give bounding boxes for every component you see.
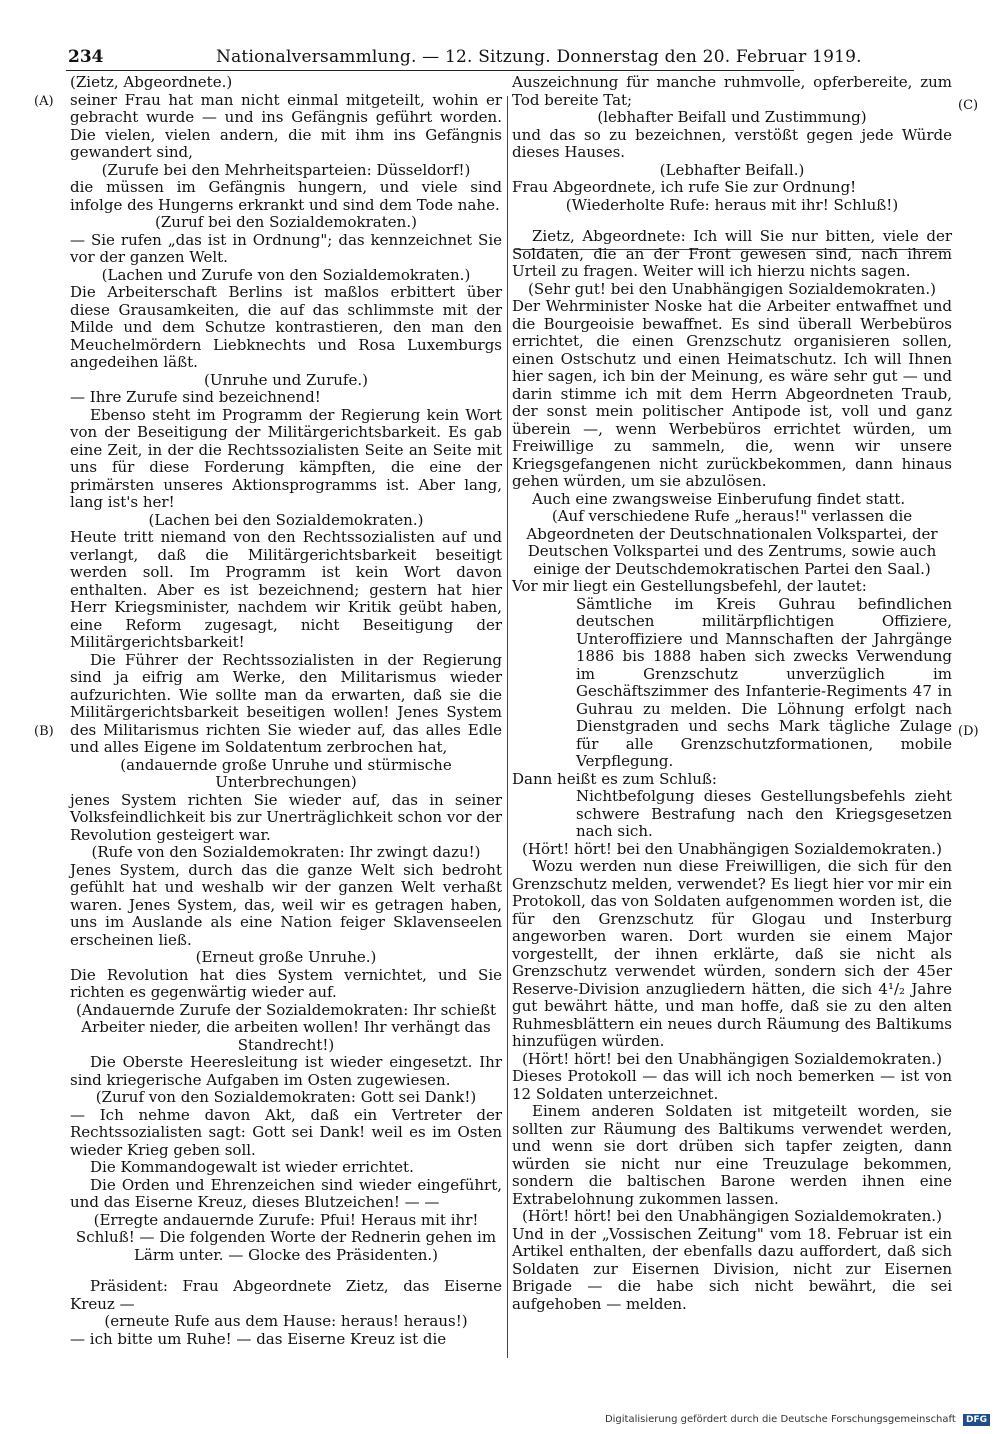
footer-text: Digitalisierung gefördert durch die Deutsche Forschungsgemeinschaft — [604, 1414, 956, 1425]
interjection: (Wiederholte Rufe: heraus mit ihr! Schluß!) — [565, 195, 899, 214]
paragraph: Dann heißt es zum Schluß: — [512, 769, 717, 788]
right-column — [512, 74, 952, 1313]
interjection: (Zuruf von den Sozialdemokraten: Gott sei Dank!) — [95, 1088, 477, 1106]
paragraph: — Ihre Zurufe sind bezeichnend! — [70, 388, 321, 406]
paragraph: jenes System richten Sie wieder auf, das in seiner Volksfeindlichkeit bis zur Unerträglichkeit schon vor der Revolution gesteigert war. — [70, 790, 502, 844]
paragraph: Ebenso steht im Programm der Regierung kein Wort von der Beseitigung der Militärgerichtsbarkeit. Es gab eine Zeit, in der die Rechtssozialisten Seite an Seite mit uns für diese Forderung kämpften, die eine der primärsten unseres Aktionsprogramms ist. Aber lang, lang ist's her! — [70, 405, 502, 511]
paragraph: Einem anderen Soldaten ist mitgeteilt worden, sie sollten zur Räumung des Baltikums verwendet werden, und wenn sie dort drüben sich tapfer zeigten, dann würden sie nicht nur eine Treuzulage bekommen, sondern die baltischen Barone werden ihnen eine Extrabelohnung zukommen lassen. — [512, 1102, 952, 1208]
paragraph: Die Orden und Ehrenzeichen sind wieder eingeführt, und das Eiserne Kreuz, dieses Blutzeichen! — — — [70, 1175, 502, 1211]
paragraph: Jenes System, durch das die ganze Welt sich bedroht gefühlt hat und weshalb wir der ganzen Welt verhaßt waren. Jenes System, das, weil wir es getragen haben, uns im Auslande als eine Nation feiger Sklavenseelen erscheinen ließ. — [70, 860, 502, 949]
paragraph: Und in der „Vossischen Zeitung" vom 18. Februar ist ein Artikel enthalten, der ebenfalls dazu auffordert, daß sich Soldaten zur Eisernen Division, nicht zur Eisernen Brigade — die habe sich nicht bewährt, die sei aufgehoben — melden. — [512, 1224, 952, 1313]
running-title: Nationalversammlung. — 12. Sitzung. Donnerstag den 20. Februar 1919. — [216, 47, 862, 67]
president-speech: Präsident: Frau Abgeordnete Zietz, das Eiserne Kreuz — — [70, 1277, 502, 1313]
paragraph: Auch eine zwangsweise Einberufung findet statt. — [532, 489, 906, 508]
paragraph: — Sie rufen „das ist in Ordnung"; das kennzeichnet Sie vor der ganzen Welt. — [70, 230, 502, 266]
paragraph: Dieses Protokoll — das will ich noch bemerken — ist von 12 Soldaten unterzeichnet. — [512, 1067, 952, 1103]
dfg-logo: DFG — [963, 1414, 990, 1426]
speaker-running-head: (Zietz, Abgeordnete.) — [70, 73, 233, 91]
margin-mark-b: (B) — [34, 724, 54, 739]
paragraph: Wozu werden nun diese Freiwilligen, die sich für den Grenzschutz melden, verwendet? Es liegt hier vor mir ein Protokoll, das von Soldaten aufgenommen worden ist, die für den Grenzschutz für Glogau und Insterburg angeworben waren. Dort wurden sie einem Major vorgestellt, der ihnen erklärte, daß sie nicht als Grenzschutz verwendet würden, sondern sich der 45er Reserve-Division anzugliedern hätten, die sich 4¹/₂ Jahre gut bewährt hätte, und man hoffe, daß sie zu den alten Ruhmesblättern ein neues durch Räumung des Baltikums hinzufügen würden. — [512, 857, 952, 1050]
speaker-speech: Zietz, Abgeordnete: Ich will Sie nur bitten, viele der Soldaten, die an der Front gewesen sind, nach ihrem Urteil zu fragen. Weiter will ich hierzu nichts sagen. — [512, 227, 952, 280]
paragraph: Die Oberste Heeresleitung ist wieder eingesetzt. Ihr sind kriegerische Aufgaben im Osten zugewiesen. — [70, 1053, 502, 1089]
paragraph: Die Führer der Rechtssozialisten in der Regierung sind ja eifrig am Werke, den Militarismus wieder aufzurichten. Wie sollte man da erwarten, daß sie die Militärgerichtsbarkeit beseitigen wollen! Jenes System des Militarismus richten Sie wieder auf, das alles Edle und alles Eigene im Soldatentum zerbrochen hat, — [70, 650, 502, 756]
interjection: (Zuruf bei den Sozialdemokraten.) — [155, 213, 417, 231]
margin-mark-a: (A) — [34, 94, 54, 109]
paragraph: seiner Frau hat man nicht einmal mitgeteilt, wohin er gebracht wurde — und ins Gefängnis geführt worden. Die vielen, vielen andern, die mit ihm ins Gefängnis gewandert sind, — [70, 90, 502, 161]
margin-mark-c: (C) — [958, 98, 979, 113]
paragraph: Auszeichnung für manche ruhmvolle, opferbereite, zum Tod bereite Tat; — [512, 73, 952, 109]
paragraph: Die Kommandogewalt ist wieder errichtet. — [90, 1158, 414, 1176]
quoted-order: Nichtbefolgung dieses Gestellungsbefehls zieht schwere Bestrafung nach den Kriegsgesetzen nach sich. — [576, 787, 952, 840]
paragraph: — ich bitte um Ruhe! — das Eiserne Kreuz ist die — [70, 1329, 447, 1348]
paragraph: die müssen im Gefängnis hungern, und viele sind infolge des Hungerns erkrankt und sind dem Tode nahe. — [70, 178, 502, 214]
page-header — [66, 44, 862, 71]
interjection: (Auf verschiedene Rufe „heraus!" verlassen die Abgeordneten der Deutschnationalen Volkspartei, der Deutschen Volkspartei und des Zentrums, sowie auch einige der Deutschdemokratischen Partei den Saal.) — [526, 507, 938, 578]
interjection: (Erregte andauernde Zurufe: Pfui! Heraus mit ihr! Schluß! — Die folgenden Worte der Rednerin gehen im Lärm unter. — Glocke des Präsidenten.) — [75, 1210, 497, 1264]
interjection: (Andauernde Zurufe der Sozialdemokraten: Ihr schießt Arbeiter nieder, die arbeiten wollen! Ihr verhängt das Standrecht!) — [75, 1000, 497, 1054]
paragraph: — Ich nehme davon Akt, daß ein Vertreter der Rechtssozialisten sagt: Gott sei Dank! weil es im Osten wieder Krieg geben soll. — [70, 1105, 502, 1159]
column-divider — [507, 96, 508, 1358]
left-column — [70, 74, 502, 1348]
quoted-order: Sämtliche im Kreis Guhrau befindlichen deutschen militärpflichtigen Offiziere, Unteroffiziere und Mannschaften der Jahrgänge 1886 bis 1888 haben sich zwecks Verwendung im Grenzschutz unverzüglich im Geschäftszimmer des Infanterie-Regiments 47 in Guhrau zu melden. Die Löhnung erfolgt nach Dienstgraden und sechs Mark tägliche Zulage für alle Grenzschutzformationen, mobile Verpflegung. — [576, 594, 952, 770]
interjection: (Hört! hört! bei den Unabhängigen Sozialdemokraten.) — [522, 1049, 942, 1068]
interjection: (Sehr gut! bei den Unabhängigen Sozialdemokraten.) — [528, 279, 936, 298]
interjection: (andauernde große Unruhe und stürmische Unterbrechungen) — [120, 755, 452, 791]
interjection: (Lachen bei den Sozialdemokraten.) — [148, 510, 424, 529]
interjection: (Unruhe und Zurufe.) — [204, 370, 368, 389]
interjection: (Lachen und Zurufe von den Sozialdemokraten.) — [101, 265, 471, 284]
paragraph: Vor mir liegt ein Gestellungsbefehl, der lautet: — [512, 577, 867, 595]
interjection: (Zurufe bei den Mehrheitsparteien: Düsseldorf!) — [101, 160, 471, 179]
paragraph: Die Arbeiterschaft Berlins ist maßlos erbittert über diese Grausamkeiten, die auf das schlimmste mit der Milde und dem Schutze kontrastieren, den man den Meuchelmördern Liebknechts und Rosa Luxemburgs angedeihen läßt. — [70, 283, 502, 371]
interjection: (erneute Rufe aus dem Hause: heraus! heraus!) — [104, 1312, 468, 1330]
interjection: (Rufe von den Sozialdemokraten: Ihr zwingt dazu!) — [91, 843, 481, 861]
paragraph: Die Revolution hat dies System vernichtet, und Sie richten es gegenwärtig wieder auf. — [70, 965, 502, 1001]
paragraph: Heute tritt niemand von den Rechtssozialisten auf und verlangt, daß die Militärgerichtsbarkeit beseitigt werden soll. Im Programm ist kein Wort davon enthalten. Aber es ist bezeichnend; gestern hat hier Herr Kriegsminister, nachdem wir Kritik geübt haben, eine Reform zugesagt, nicht Beseitigung der Militärgerichtsbarkeit! — [70, 528, 502, 651]
interjection: (Hört! hört! bei den Unabhängigen Sozialdemokraten.) — [522, 1207, 942, 1225]
paragraph: Der Wehrminister Noske hat die Arbeiter entwaffnet und die Bourgeoisie bewaffnet. Es sind überall Werbebüros errichtet, die einen Grenzschutz organisieren sollen, einen Ostschutz und einen Heimatschutz. Ich will Ihnen hier sagen, ich bin der Meinung, es wäre sehr gut — und darin stimme ich mit dem Herrn Abgeordneten Traub, der sonst mein politischer Antipode ist, voll und ganz überein —, wenn Werbebüros errichtet würden, um Freiwillige zu sammeln, die, wenn wir unsere Kriegsgefangenen nicht zurückbekommen, dann hinaus gehen würden, um sie abzulösen. — [512, 297, 952, 490]
page-number: 234 — [68, 47, 104, 67]
interjection: (Hört! hört! bei den Unabhängigen Sozialdemokraten.) — [522, 839, 942, 858]
paragraph: Frau Abgeordnete, ich rufe Sie zur Ordnung! — [512, 178, 857, 196]
interjection: (Erneut große Unruhe.) — [195, 948, 377, 966]
interjection: (Lebhafter Beifall.) — [659, 160, 805, 179]
interjection: (lebhafter Beifall und Zustimmung) — [597, 108, 867, 126]
margin-mark-d: (D) — [958, 724, 979, 739]
paragraph: und das so zu bezeichnen, verstößt gegen jede Würde dieses Hauses. — [512, 125, 952, 161]
digitization-credit — [540, 1412, 990, 1428]
